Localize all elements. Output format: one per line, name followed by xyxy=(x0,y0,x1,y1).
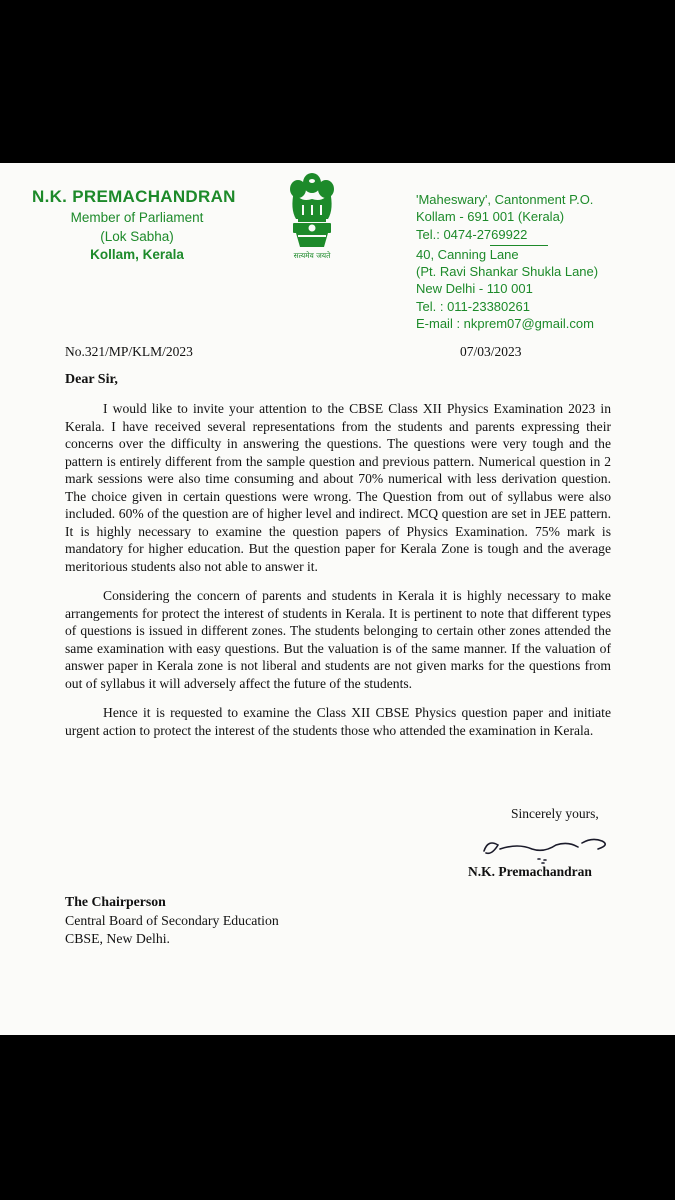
letter-body xyxy=(65,400,611,751)
national-emblem-icon xyxy=(284,169,340,261)
email-line: E-mail : nkprem07@gmail.com xyxy=(416,316,594,332)
letter-date: 07/03/2023 xyxy=(460,344,522,359)
address-line: (Pt. Ravi Shankar Shukla Lane) xyxy=(416,264,599,280)
address-line: Tel.: 0474-2769922 xyxy=(416,226,528,242)
mp-house: (Lok Sabha) xyxy=(100,229,174,244)
paragraph: Hence it is requested to examine the Class XII CBSE Physics question paper and initiate urgent action to protect the interest of the students those who attended the examination in Kerala. xyxy=(65,705,611,738)
mp-name: N.K. PREMACHANDRAN xyxy=(32,187,236,206)
address-line: New Delhi - 110 001 xyxy=(416,281,533,297)
paragraph: I would like to invite your attention to the CBSE Class XII Physics Examination 2023 in Kerala. I have received several representations from the students and parents expressing their concerns over the difficulty in answering the questions. The questions were very tough and the pattern is entirely different from the sample question and previous pattern. Numerical question in 2 mark sessions were also time consuming and about 70% numerical with less derivation question. The choice given in certain questions were wrong. The Question from out of syllabus were also included. 60% of the question are of higher level and indirect. MCQ question are set in JEE pattern. It is highly necessary to examine the question papers of Physics Examination. 75% mark is mandatory for higher education. But the question paper for Kerala Zone is tough and the average meritorious students also not able to answer it. xyxy=(65,401,611,574)
signature xyxy=(478,829,618,865)
mp-role: Member of Parliament xyxy=(70,210,204,225)
address-line: 40, Canning Lane xyxy=(416,246,519,262)
signer-name: N.K. Premachandran xyxy=(468,864,592,879)
letter-page xyxy=(0,163,675,1035)
addressee-title: The Chairperson xyxy=(65,894,166,909)
reference-number: No.321/MP/KLM/2023 xyxy=(65,344,193,359)
letterhead-address xyxy=(416,191,666,332)
paragraph: Considering the concern of parents and students in Kerala it is highly necessary to make arrangements for protect the interest of students in Kerala. It is pertinent to note that different types of questions is issued in different zones. The students belonging to certain other zones attended the same examination with easy questions. But the valuation is of the same manner. If the valuation of answer paper in Kerala zone is not liberal and students are not given marks for the questions from out of syllabus it will adversely affect the future of the students. xyxy=(65,588,611,691)
closing: Sincerely yours, xyxy=(511,806,599,821)
address-line: Tel. : 011-23380261 xyxy=(416,298,530,314)
salutation: Dear Sir, xyxy=(65,372,118,387)
mp-constituency: Kollam, Kerala xyxy=(90,247,184,262)
address-line: Kollam - 691 001 (Kerala) xyxy=(416,209,565,225)
addressee-line: CBSE, New Delhi. xyxy=(65,931,171,946)
address-line: 'Maheswary', Cantonment P.O. xyxy=(416,192,594,207)
addressee-block xyxy=(65,893,279,949)
letterhead-left xyxy=(32,187,242,263)
emblem-motto: सत्यमेव जयते xyxy=(293,251,331,260)
addressee-line: Central Board of Secondary Education xyxy=(65,912,279,928)
